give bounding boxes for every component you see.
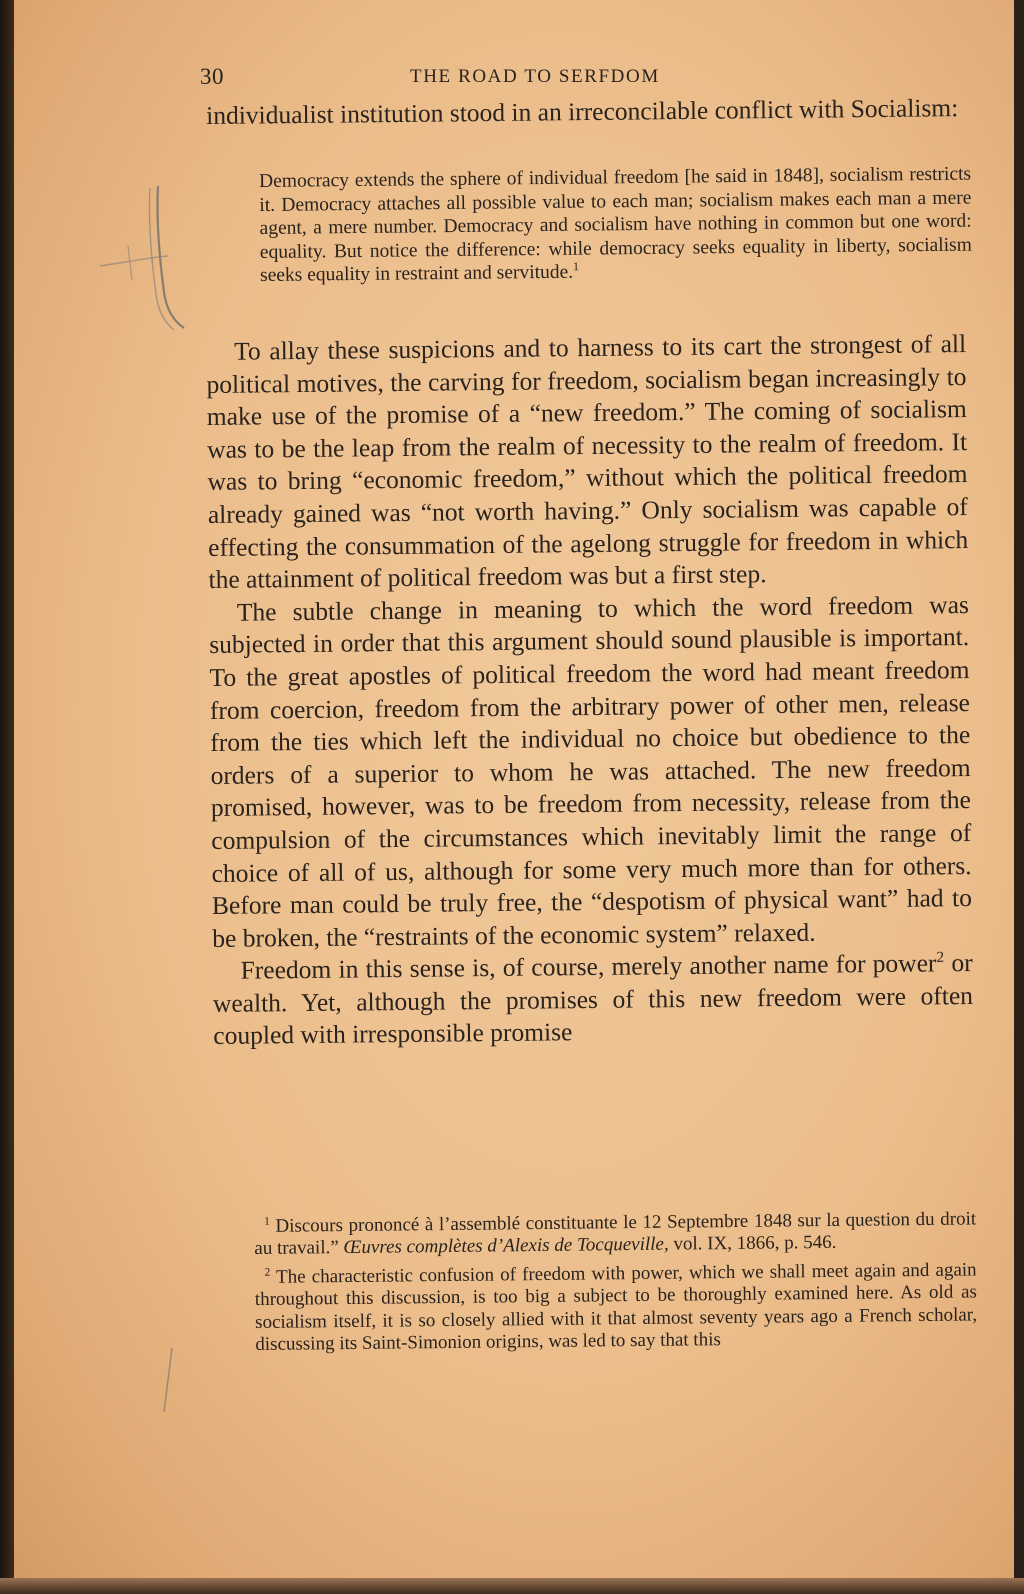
page-header	[200, 64, 960, 94]
footnote-1-title: Œuvres complètes d’Alexis de Tocqueville,	[343, 1234, 669, 1259]
paragraph-3-part-1: Freedom in this sense is, of course, merely another name for power	[240, 948, 937, 985]
paragraph-1: To allay these suspicions and to harness to its cart the strongest of all political motives, the carving for freedom, socialism began increasingly to make use of the promise of a “new freedom.” The coming of socialism was to be the leap from the realm of necessity to the realm of freedom. It was to bring “economic freedom,” without which the political freedom already gained was “not worth having.” Only socialism was capable of effecting the consummation of the agelong struggle for freedom in which the attainment of political freedom was but a first step.	[206, 329, 969, 595]
footnote-1	[254, 1208, 976, 1260]
paragraph-3-part-2: or wealth. Yet, although the promises of this new freedom were often coupled with irresponsible promise	[212, 948, 974, 1051]
footnote-2	[255, 1259, 978, 1356]
pencil-margin-line	[158, 1346, 178, 1416]
footnote-2-text: The characteristic confusion of freedom with power, which we shall meet again and again throughout this discussion, is too big a subject to be thoroughly examined here. As old as socialism itself, it is so closely allied with it that almost seventy years ago a French scholar, discussing its Saint-Simonion origins, was led to say that this	[254, 1259, 978, 1356]
block-quote-text: Democracy extends the sphere of individual freedom [he said in 1848], socialism restricts it. Democracy attaches all possible value to each man; socialism makes each man a mere agent, a mere number. Democracy and socialism have nothing in common but one word: equality. But notice the difference: while democracy seeks equality in liberty, socialism seeks equality in restraint and servitude.	[259, 163, 972, 287]
footnote-2-number: 2	[264, 1266, 271, 1279]
footnote-ref-1: 1	[572, 260, 579, 274]
intro-text	[206, 92, 966, 133]
paragraph-2: The subtle change in meaning to which the word freedom was subjected in order that this argument should sound plausible is important. To the great apostles of political freedom the word had meant freedom from coercion, freedom from the arbitrary power of other men, release from the ties which left the individual no choice but obedience to the orders of a superior to whom he was attached. The new freedom promised, however, was to be freedom from necessity, release from the compulsion of the circumstances which inevitably limit the range of choice of all of us, although for some very much more than for others. Before man could be truly free, the “despotism of physical want” had to be broken, the “restraints of the economic system” relaxed.	[209, 589, 973, 953]
footnote-ref-2: 2	[936, 949, 945, 967]
main-text	[206, 328, 973, 1053]
footnote-1-citation: vol. IX, 1866, p. 546.	[668, 1232, 837, 1256]
footnotes	[254, 1208, 977, 1362]
footnote-1-number: 1	[263, 1215, 270, 1228]
footnote-1-text: Discours prononcé à l’assemblé constituante le 12 Septembre 1848 sur la question du droit au travail.”	[254, 1208, 977, 1260]
pencil-margin-mark	[98, 182, 208, 332]
page-bottom-edge	[0, 1578, 1024, 1594]
book-page	[14, 0, 1014, 1580]
intro-paragraph: individualist institution stood in an irreconcilable conflict with Socialism:	[206, 93, 959, 130]
page-number: 30	[200, 64, 224, 89]
paragraph-3	[212, 947, 973, 1053]
running-head: THE ROAD TO SERFDOM	[410, 66, 660, 87]
block-quote	[259, 163, 972, 288]
